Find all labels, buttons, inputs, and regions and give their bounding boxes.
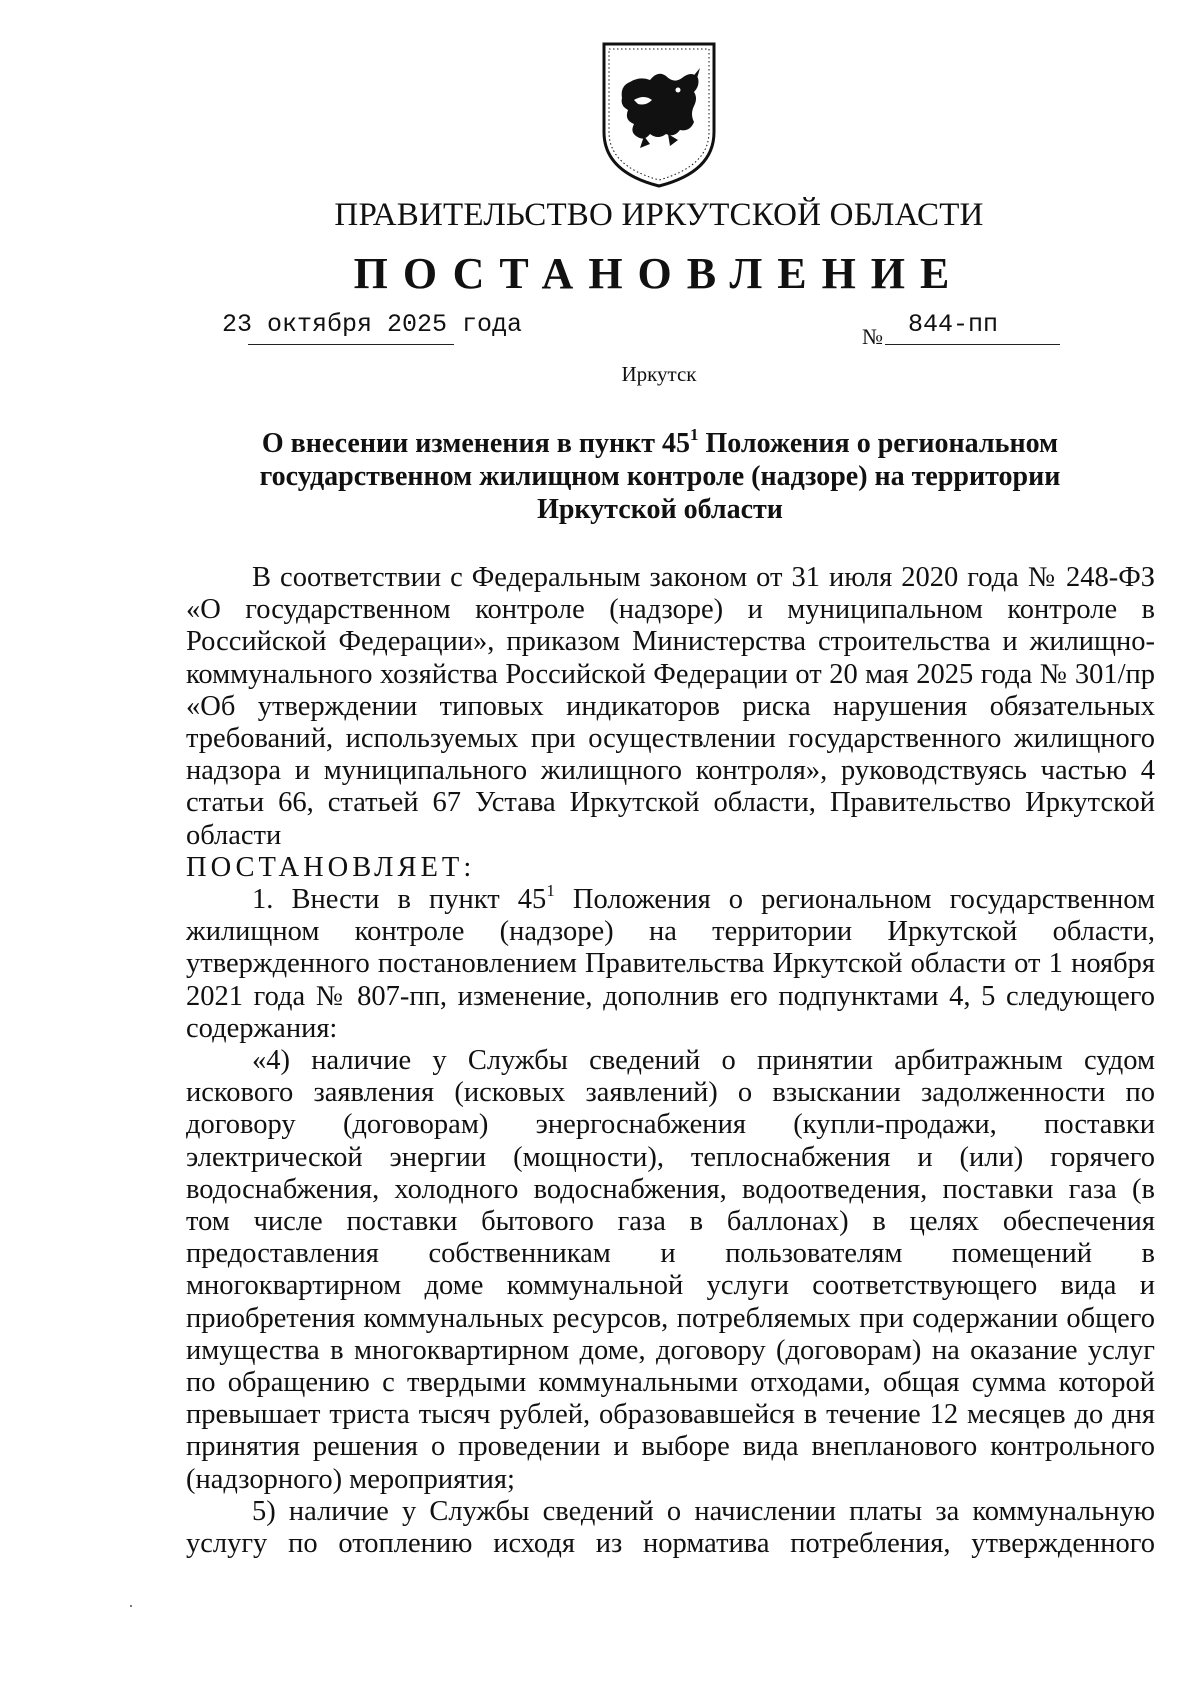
date-underline bbox=[248, 344, 454, 345]
title-line-3: Иркутской области bbox=[537, 494, 783, 525]
organization-name: ПРАВИТЕЛЬСТВО ИРКУТСКОЙ ОБЛАСТИ bbox=[334, 197, 984, 233]
document-date: 23 октября 2025 года bbox=[222, 310, 523, 339]
preamble-paragraph: В соответствии с Федеральным законом от 31 июля 2020 года № 248-ФЗ «О государственном контроле (надзоре) и муниципальном контроле в Российской Федерации», приказом Министерства строительства и жилищно-коммунального хозяйства Российской Федерации от 20 мая 2025 года № 301/пр «Об утверждении типовых индикаторов риска нарушения обязательных требований, используемых при осуществлении государственного жилищного надзора и муниципального жилищного контроля», руководствуясь частью 4 статьи 66, статьей 67 Устава Иркутской области, Правительство Иркутской области bbox=[186, 562, 1155, 851]
document-type: ПОСТАНОВЛЕНИЕ bbox=[353, 249, 965, 298]
scan-speck bbox=[130, 1605, 132, 1607]
subitem-4-paragraph: «4) наличие у Службы сведений о принятии арбитражным судом искового заявления (исковых заявлений) о взыскании задолженности по договору (договорам) энергоснабжения (купли-продажи, поставки электрической энергии (мощности), теплоснабжения и (или) горячего водоснабжения, холодного водоснабжения, водоотведения, поставки газа (в том числе поставки бытового газа в баллонах) в целях обеспечения предоставления собственникам и пользователям помещений в многоквартирном доме коммунальной услуги соответствующего вида и приобретения коммунальных ресурсов, потребляемых при содержании общего имущества в многоквартирном доме, договору (договорам) на оказание услуг по обращению с твердыми коммунальными отходами, общая сумма которой превышает триста тысяч рублей, образовавшейся в течение 12 месяцев до дня принятия решения о проведении и выборе вида внепланового контрольного (надзорного) мероприятия; bbox=[186, 1045, 1155, 1495]
decree-word: ПОСТАНОВЛЯЕТ: bbox=[186, 851, 476, 883]
coat-of-arms-icon bbox=[600, 40, 718, 190]
title-line-1 bbox=[240, 424, 1080, 460]
city: Иркутск bbox=[621, 362, 697, 386]
item-1-paragraph bbox=[186, 880, 1155, 1045]
item-1-text: Положения о региональном государственном жилищном контроле (надзоре) на территории Иркутской области, утвержденного постановлением Правительства Иркутской области от 1 ноября 2021 года № 807-пп, изменение, дополнив его подпунктами 4, 5 следующего содержания: bbox=[186, 884, 1155, 1044]
document-number: 844-пп bbox=[908, 310, 999, 339]
title-superscript: 1 bbox=[690, 424, 699, 444]
subitem-5-paragraph: 5) наличие у Службы сведений о начислении платы за коммунальную услугу по отоплению исходя из норматива потребления, утвержденного bbox=[186, 1495, 1155, 1560]
document-title bbox=[240, 424, 1080, 526]
document-body bbox=[186, 562, 1155, 1560]
item-1-text: 1. Внести в пункт 45 bbox=[252, 884, 547, 916]
title-text: Положения о региональном bbox=[698, 428, 1059, 459]
title-line-2: государственном жилищном контроле (надзоре) на территории bbox=[259, 461, 1061, 492]
title-text: О внесении изменения в пункт 45 bbox=[261, 428, 690, 459]
number-sign: № bbox=[862, 324, 883, 349]
item-1-superscript: 1 bbox=[546, 880, 555, 900]
number-underline bbox=[885, 344, 1060, 345]
